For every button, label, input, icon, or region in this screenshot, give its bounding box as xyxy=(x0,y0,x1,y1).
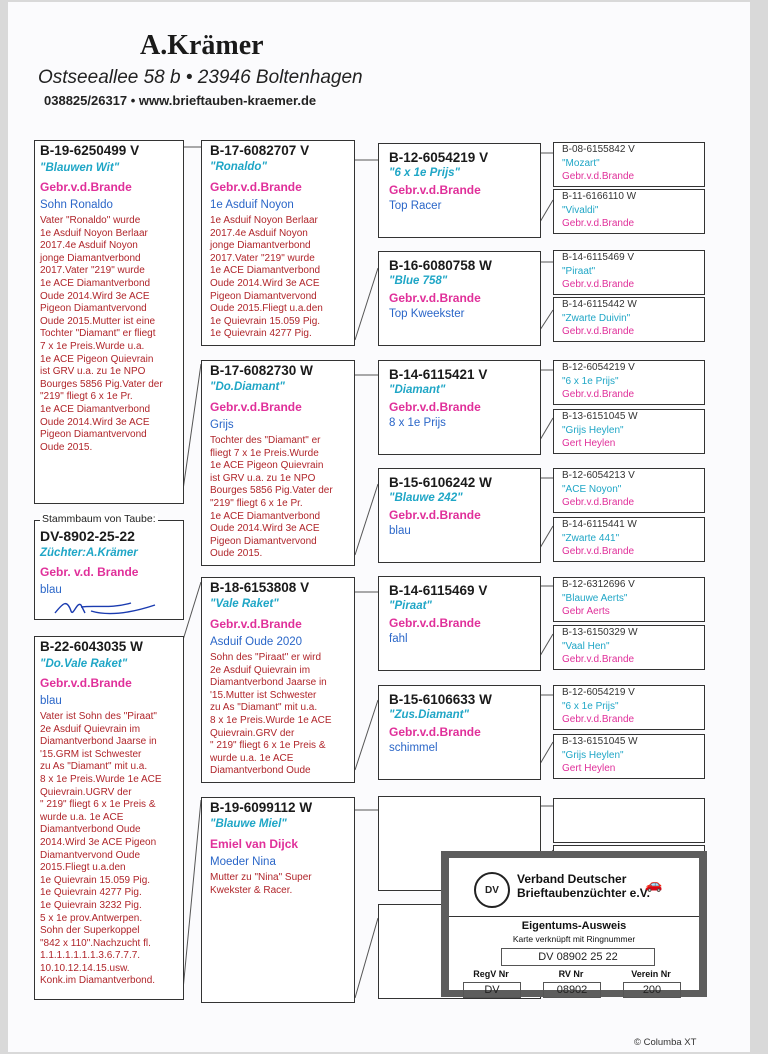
gen1-dam-breeder: Gebr.v.d.Brande xyxy=(40,676,132,690)
stammbaum-label: Stammbaum von Taube: xyxy=(42,513,156,525)
gen2-notes: Tochter des "Diamant" er fliegt 7 x 1e Preis.Wurde 1e ACE Pigeon Quievrain ist GRV u.a. zu 1e NPO Bourges 5856 Pig.Vater der "219" fliegt 6 x 1e Pr. 1e ACE Diamantverbond Oude 2014.Wird 3e ACE Pigeon Diamantvervond Oude 2015. xyxy=(210,435,333,560)
gen3-ring: B-16-6080758 W xyxy=(389,258,492,273)
gen4-breeder: Gebr.v.d.Brande xyxy=(562,171,635,182)
stammbaum-breeder: Züchter:A.Krämer xyxy=(40,547,138,559)
stammbaum-box xyxy=(34,520,184,620)
gen1-dam-color: blau xyxy=(40,695,62,707)
gen3-name: "Diamant" xyxy=(389,384,446,396)
gen4-name: "6 x 1e Prijs" xyxy=(562,376,619,387)
gen2-name: "Vale Raket" xyxy=(210,598,279,610)
gen4-name: "6 x 1e Prijs" xyxy=(562,701,619,712)
gen4-ring: B-13-6151045 W xyxy=(562,411,638,422)
gen3-box-1 xyxy=(378,143,541,238)
gen3-color: schimmel xyxy=(389,742,438,754)
gen4-name: "Grijs Heylen" xyxy=(562,750,624,761)
gen2-notes: 1e Asduif Noyon Berlaar 2017.4e Asduif Noyon jonge Diamantverbond 2017.Vater "219" wurde 1e ACE Diamantverbond Oude 2014.Wird 3e ACE Pigeon Diamantvervond Oude 2015.Fliegt u.a.den 1e Quievrain 15.059 Pig. 1e Quievrain 4277 Pig. xyxy=(210,215,323,340)
gen4-ring: B-14-6115441 W xyxy=(562,519,637,530)
card-title: Eigentums-Ausweis xyxy=(521,920,627,932)
gen4-box-3 xyxy=(553,250,705,295)
gen4-ring: B-12-6054213 V xyxy=(562,470,635,481)
gen4-ring: B-11-6166110 W xyxy=(562,191,637,202)
gen3-breeder: Gebr.v.d.Brande xyxy=(389,183,481,197)
owner-contact: 038825/26317 • www.brieftauben-kraemer.de xyxy=(44,93,317,108)
gen4-box-1 xyxy=(553,142,705,187)
dv-logo-icon: DV xyxy=(474,872,510,908)
gen4-name: "Piraat" xyxy=(562,266,596,277)
card-org-line1: Verband Deutscher xyxy=(517,872,627,886)
gen2-name: "Do.Diamant" xyxy=(210,381,285,393)
gen3-ring: B-15-6106242 W xyxy=(389,475,492,490)
gen2-color: 1e Asduif Noyon xyxy=(210,199,294,211)
gen3-breeder: Gebr.v.d.Brande xyxy=(389,725,481,739)
card-col2-value: 08902 xyxy=(543,982,601,998)
gen4-box-4 xyxy=(553,297,705,342)
stammbaum-color: blau xyxy=(40,584,62,596)
gen4-name: "Zwarte 441" xyxy=(562,533,620,544)
gen2-box-1 xyxy=(201,140,355,346)
gen4-breeder: Gert Heylen xyxy=(562,438,616,449)
car-icon: 🚗 xyxy=(645,876,663,892)
gen2-breeder: Emiel van Dijck xyxy=(210,837,299,851)
gen3-breeder: Gebr.v.d.Brande xyxy=(389,291,481,305)
gen4-name: "Grijs Heylen" xyxy=(562,425,624,436)
card-header xyxy=(449,858,699,917)
gen2-breeder: Gebr.v.d.Brande xyxy=(210,400,302,414)
gen3-box-4 xyxy=(378,468,541,563)
gen3-box-3 xyxy=(378,360,541,455)
gen3-color: blau xyxy=(389,525,411,537)
gen4-breeder: Gebr.v.d.Brande xyxy=(562,279,635,290)
gen2-name: "Ronaldo" xyxy=(210,161,267,173)
gen4-box-empty-1 xyxy=(553,798,705,843)
gen3-color: 8 x 1e Prijs xyxy=(389,417,446,429)
ownership-card xyxy=(441,851,707,997)
gen4-breeder: Gert Heylen xyxy=(562,763,616,774)
gen4-ring: B-12-6054219 V xyxy=(562,687,635,698)
gen1-dam-box xyxy=(34,636,184,1000)
card-col2-label: RV Nr xyxy=(558,969,584,979)
gen4-breeder: Gebr.v.d.Brande xyxy=(562,389,635,400)
footer-copyright: © Columba XT xyxy=(634,1037,697,1048)
gen4-box-5 xyxy=(553,360,705,405)
card-col1-value: DV xyxy=(463,982,521,998)
stammbaum-brande: Gebr. v.d. Brande xyxy=(40,565,139,579)
gen1-sire-ring: B-19-6250499 V xyxy=(40,143,140,158)
gen4-breeder: Gebr.v.d.Brande xyxy=(562,654,635,665)
gen3-box-5 xyxy=(378,576,541,671)
gen3-box-6 xyxy=(378,685,541,780)
card-col1-label: RegV Nr xyxy=(473,969,509,979)
gen1-sire-color: Sohn Ronaldo xyxy=(40,199,113,211)
gen4-ring: B-12-6312696 V xyxy=(562,579,635,590)
gen2-notes: Mutter zu "Nina" Super Kwekster & Racer. xyxy=(210,872,312,896)
gen3-breeder: Gebr.v.d.Brande xyxy=(389,400,481,414)
gen3-ring: B-12-6054219 V xyxy=(389,150,489,165)
gen4-name: "Blauwe Aerts" xyxy=(562,593,628,604)
gen2-notes: Sohn des "Piraat" er wird 2e Asduif Quievrain im Diamantverbond Jaarse in '15.Mutter ist Schwester zu As "Diamant" mit u.a. 8 x 1e Preis.Wurde 1e ACE Quievrain.GRV der " 219" fliegt 6 x 1e Preis & wurde u.a. 1e ACE Diamantverbond Oude xyxy=(210,652,332,777)
gen1-dam-notes: Vater ist Sohn des "Piraat" 2e Asduif Quievrain im Diamantverbond Jaarse in '15.GRM ist Schwester zu As "Diamant" mit u.a. 8 x 1e Preis.Wurde 1e ACE Quievrain.UGRV der " 219" fliegt 6 x 1e Preis & wurde u.a. 1e ACE Diamantverbond Oude 2014.Wird 3e ACE Pigeon Diamantvervond Oude 2015.Fliegt u.a.den 1e Quievrain 15.059 Pig. 1e Quievrain 4277 Pig. 1e Quievrain 3232 Pig. 5 x 1e prov.Antwerpen. Sohn der Superkoppel "842 x 110".Nachzucht fl. 1.1.1.1.1.1.1.3.6.7.7.7. 10.10.12.14.15.usw. Konk.im Diamantverbond. xyxy=(40,711,162,987)
gen1-sire-box xyxy=(34,140,184,504)
gen3-ring: B-15-6106633 W xyxy=(389,692,492,707)
gen3-name: "Piraat" xyxy=(389,600,432,612)
gen2-box-3 xyxy=(201,577,355,783)
signature xyxy=(51,595,161,620)
owner-address: Ostseeallee 58 b • 23946 Boltenhagen xyxy=(38,67,363,88)
stammbaum-ring: DV-8902-25-22 xyxy=(40,528,135,544)
gen4-breeder: Gebr.v.d.Brande xyxy=(562,546,635,557)
gen3-box-2 xyxy=(378,251,541,346)
gen4-box-10 xyxy=(553,625,705,670)
gen4-ring: B-08-6155842 V xyxy=(562,144,635,155)
gen4-ring: B-13-6151045 W xyxy=(562,736,638,747)
gen3-name: "Zus.Diamant" xyxy=(389,709,469,721)
card-subtitle: Karte verknüpft mit Ringnummer xyxy=(512,934,636,944)
gen2-box-2 xyxy=(201,360,355,566)
card-col3-value: 200 xyxy=(623,982,681,998)
gen4-box-7 xyxy=(553,468,705,513)
gen2-color: Grijs xyxy=(210,419,234,431)
gen4-box-6 xyxy=(553,409,705,454)
gen3-color: fahl xyxy=(389,633,408,645)
gen4-breeder: Gebr.v.d.Brande xyxy=(562,218,635,229)
gen3-name: "Blauwe 242" xyxy=(389,492,463,504)
gen4-name: "ACE Noyon" xyxy=(562,484,622,495)
owner-name: A.Krämer xyxy=(140,30,264,61)
gen4-ring: B-14-6115469 V xyxy=(562,252,635,263)
gen1-sire-breeder: Gebr.v.d.Brande xyxy=(40,180,132,194)
gen2-breeder: Gebr.v.d.Brande xyxy=(210,617,302,631)
gen2-ring: B-18-6153808 V xyxy=(210,580,310,595)
gen2-breeder: Gebr.v.d.Brande xyxy=(210,180,302,194)
gen4-name: "Vaal Hen" xyxy=(562,641,610,652)
gen4-breeder: Gebr.v.d.Brande xyxy=(562,326,635,337)
gen4-ring: B-12-6054219 V xyxy=(562,362,635,373)
card-col3-label: Verein Nr xyxy=(631,969,671,979)
gen2-ring: B-17-6082730 W xyxy=(210,363,313,378)
gen2-color: Moeder Nina xyxy=(210,856,276,868)
gen1-sire-notes: Vater "Ronaldo" wurde 1e Asduif Noyon Berlaar 2017.4e Asduif Noyon jonge Diamantverbond 2017.Vater "219" wurde 1e ACE Diamantverbond Oude 2014.Wird 3e ACE Pigeon Diamantvervond Oude 2015.Mutter ist eine Tochter "Diamant" er fliegt 7 x 1e Preis.Wurde u.a. 1e ACE Pigeon Quievrain ist GRV u.a. zu 1e NPO Bourges 5856 Pig.Vater der "219" fliegt 6 x 1e Pr. 1e ACE Diamantverbond Oude 2014.Wird 3e ACE Pigeon Diamantvervond Oude 2015. xyxy=(40,215,163,453)
gen2-box-4 xyxy=(201,797,355,1003)
gen4-box-12 xyxy=(553,734,705,779)
gen4-breeder: Gebr.v.d.Brande xyxy=(562,497,635,508)
gen4-ring: B-14-6115442 W xyxy=(562,299,637,310)
gen3-color: Top Racer xyxy=(389,200,442,212)
gen3-ring: B-14-6115421 V xyxy=(389,367,488,382)
gen2-ring: B-19-6099112 W xyxy=(210,800,313,815)
gen1-dam-name: "Do.Vale Raket" xyxy=(40,658,128,670)
gen4-breeder: Gebr.v.d.Brande xyxy=(562,714,635,725)
gen3-color: Top Kweekster xyxy=(389,308,465,320)
gen4-ring: B-13-6150329 W xyxy=(562,627,638,638)
gen4-name: "Mozart" xyxy=(562,158,600,169)
gen4-box-2 xyxy=(553,189,705,234)
gen3-ring: B-14-6115469 V xyxy=(389,583,488,598)
card-org-line2: Brieftaubenzüchter e.V. xyxy=(517,886,650,900)
gen4-name: "Vivaldi" xyxy=(562,205,599,216)
gen1-sire-name: "Blauwen Wit" xyxy=(40,162,120,174)
gen2-name: "Blauwe Miel" xyxy=(210,818,287,830)
gen3-name: "6 x 1e Prijs" xyxy=(389,167,461,179)
gen4-breeder: Gebr Aerts xyxy=(562,606,610,617)
gen4-box-9 xyxy=(553,577,705,622)
gen3-breeder: Gebr.v.d.Brande xyxy=(389,616,481,630)
card-ring-number: DV 08902 25 22 xyxy=(501,948,655,966)
gen3-breeder: Gebr.v.d.Brande xyxy=(389,508,481,522)
gen4-name: "Zwarte Duivin" xyxy=(562,313,631,324)
gen4-box-11 xyxy=(553,685,705,730)
gen2-color: Asduif Oude 2020 xyxy=(210,636,303,648)
gen2-ring: B-17-6082707 V xyxy=(210,143,310,158)
gen3-name: "Blue 758" xyxy=(389,275,448,287)
gen1-dam-ring: B-22-6043035 W xyxy=(40,639,143,654)
gen4-box-8 xyxy=(553,517,705,562)
